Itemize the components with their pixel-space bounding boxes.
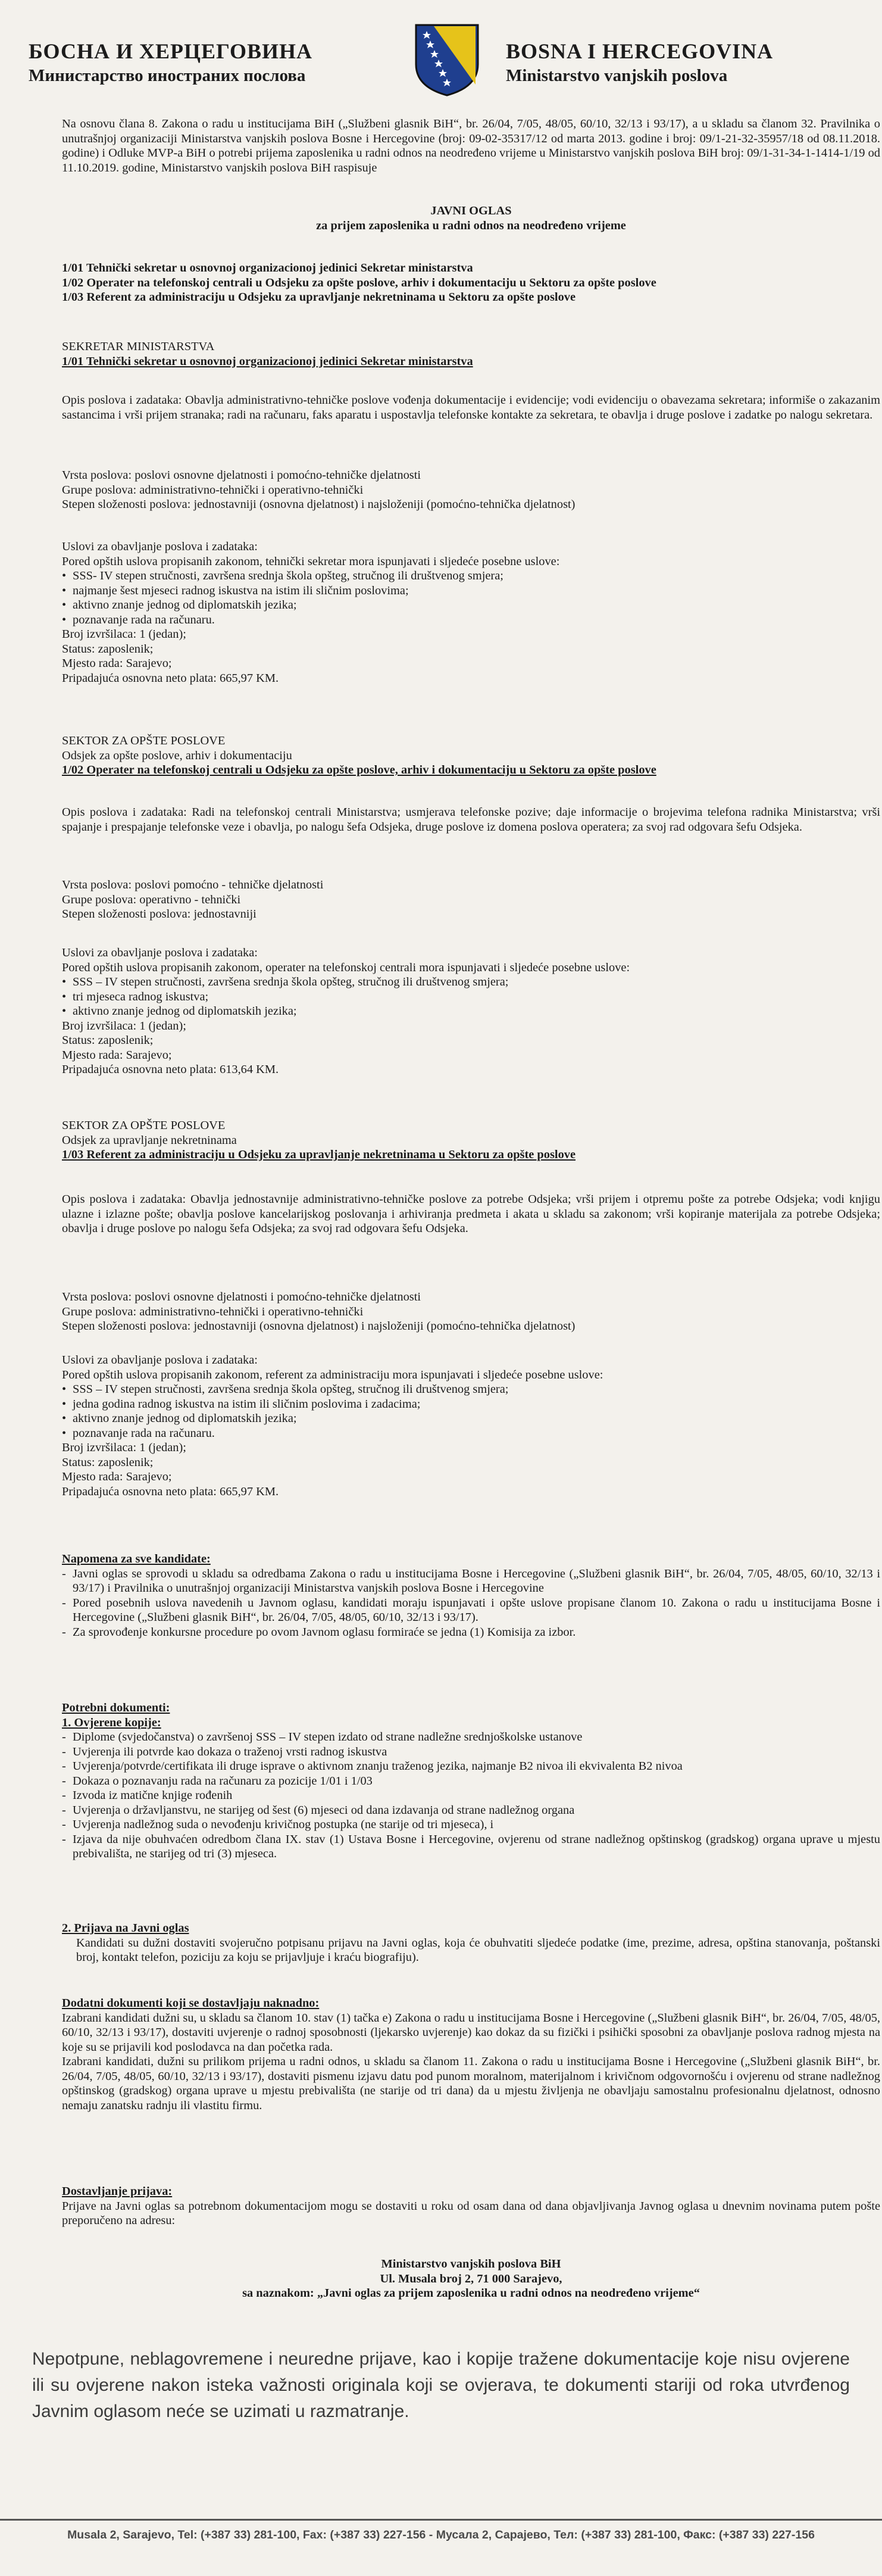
section-3-heading-block: [62, 1118, 880, 1162]
document-item: - Uvjerenja o državljanstvu, ne starijeg od šest (6) mjeseci od dana izdavanja od strane nadležnog organa: [62, 1803, 880, 1818]
additional-docs-block: [62, 1996, 880, 2113]
country-name-cyrillic: БОСНА И ХЕРЦЕГОВИНА: [29, 39, 313, 63]
position-item: 1/03 Referent za administraciju u Odsjeku za upravljanje nekretninama u Sektoru za opšte poslove: [62, 291, 576, 304]
delivery-title: Dostavljanje prijava:: [62, 2185, 173, 2198]
conditions-list: [62, 1382, 880, 1440]
net-salary: Pripadajuća osnovna neto plata: 613,64 KM.: [62, 1063, 279, 1076]
position-item: 1/02 Operater na telefonskoj centrali u Odsjeku za opšte poslove, arhiv i dokumentaciju u Sektoru za opšte poslove: [62, 276, 656, 289]
conditions-intro: Pored opštih uslova propisanih zakonom, referent za administraciju mora ispunjavati i sljedeće posebne uslove:: [62, 1368, 603, 1381]
job-type: Vrsta poslova: poslovi osnovne djelatnosti i pomoćno-tehničke djelatnosti: [62, 1290, 421, 1303]
section-2-heading-block: [62, 734, 880, 778]
additional-docs-p2: Izabrani kandidati, dužni su prilikom prijema u radni odnos, u skladu sa članom 11. Zakona o radu u institucijama Bosne i Hercegovine („Službeni glasnik BiH“, br. 26/04, 7/05, 48/05, 60/10, 32/13 i 93/17), dostaviti pismenu izjavu datu pod punom moralnom, materijalnom i krivičnom odgovornošću i ovjerenu od strane nadležnog opštinskog (gradskog) organa uprave u mjestu prebivališta (ne starije od tri dana) da u mjestu življenja ne obavljaju samostalnu profesionalnu djelatnost, odnosno nemaju zanatsku radnju ili vlastitu firmu.: [62, 2055, 880, 2112]
conditions-title: Uslovi za obavljanje poslova i zadataka:: [62, 1354, 258, 1367]
letterhead-right: [506, 38, 863, 87]
position-subheading: 1/02 Operater na telefonskoj centrali u Odsjeku za opšte poslove, arhiv i dokumentaciju u Sektoru za opšte poslove: [62, 763, 656, 776]
executors-count: Broj izvršilaca: 1 (jedan);: [62, 1441, 186, 1454]
executors-count: Broj izvršilaca: 1 (jedan);: [62, 1019, 186, 1033]
document-item: - Uvjerenja nadležnog suda o nevođenju krivičnog postupka (ne starije od tri mjeseca), i: [62, 1817, 880, 1832]
employment-status: Status: zaposlenik;: [62, 642, 154, 656]
footer-contact: Musala 2, Sarajevo, Tel: (+387 33) 281-100, Fax: (+387 33) 227-156 - Мусала 2, Сарајево, Тел: (+387 33) 281-100, Факс: (+387 33) 227-156: [67, 2528, 815, 2541]
section-1-heading-block: [62, 339, 880, 369]
conditions-title: Uslovi za obavljanje poslova i zadataka:: [62, 540, 258, 553]
duties-paragraph: Opis poslova i zadataka: Radi na telefonskoj centrali Ministarstva; usmjerava telefonske pozive; daje informacije o brojevima telefona radnika Ministarstva; vrši spajanje i prespajanje telefonske veze i obavlja, po nalogu šefa Odsjeka, druge poslove iz domena poslova operatera; za svoj rad odgovara šefu Odsjeka.: [62, 806, 880, 834]
work-location: Mjesto rada: Sarajevo;: [62, 1048, 172, 1062]
address-street: Ul. Musala broj 2, 71 000 Sarajevo,: [380, 2272, 562, 2285]
application-title: 2. Prijava na Javni oglas: [62, 1922, 189, 1935]
section-heading: SEKRETAR MINISTARSTVA: [62, 340, 215, 353]
delivery-address: [62, 2257, 880, 2301]
section-1-classification: [62, 468, 880, 512]
conditions-list: [62, 569, 880, 627]
section-2-classification: [62, 878, 880, 922]
job-group: Grupe poslova: administrativno-tehnički i operativno-tehnički: [62, 1305, 364, 1318]
coat-of-arms-icon: [414, 23, 480, 98]
section-3-conditions: [62, 1353, 880, 1499]
job-complexity: Stepen složenosti poslova: jednostavniji (osnovna djelatnost) i najsloženiji (pomoćno-tehnička djelatnost): [62, 1320, 576, 1333]
department-name: Odsjek za opšte poslove, arhiv i dokumentaciju: [62, 749, 292, 762]
section-1-conditions: [62, 539, 880, 685]
certified-copies-title: 1. Ovjerene kopije:: [62, 1716, 161, 1729]
position-subheading: 1/01 Tehnički sekretar u osnovnoj organizacionoj jedinici Sekretar ministarstva: [62, 354, 473, 368]
notes-list: [62, 1567, 880, 1640]
additional-docs-p1: Izabrani kandidati dužni su, u skladu sa članom 10. stav (1) tačka e) Zakona o radu u institucijama Bosne i Hercegovine („Službeni glasnik BiH“, br. 26/04, 7/05, 48/05, 60/10, 32/13 i 93/17), dostaviti uvjerenje o radnoj sposobnosti (ljekarsko uvjerenje) kao dokaz da su fizički i psihički sposobni za obavljanje poslova radnog mjesta na koje su se prijavili kod poslodavca na dan početka rada.: [62, 2011, 880, 2054]
note-item: - Za sprovođenje konkursne procedure po ovom Javnom oglasu formiraće se jedna (1) Komisija za izbor.: [62, 1625, 880, 1640]
section-1-duties: [62, 393, 880, 422]
country-name-latin: BOSNA I HERCEGOVINA: [506, 39, 774, 63]
department-name: Odsjek za upravljanje nekretninama: [62, 1133, 237, 1147]
job-type: Vrsta poslova: poslovi osnovne djelatnosti i pomoćno-tehničke djelatnosti: [62, 469, 421, 482]
job-complexity: Stepen složenosti poslova: jednostavniji: [62, 907, 257, 921]
section-3-classification: [62, 1290, 880, 1334]
position-subheading: 1/03 Referent za administraciju u Odsjeku za upravljanje nekretninama u Sektoru za opšte poslove: [62, 1148, 576, 1161]
condition-item: • najmanje šest mjeseci radnog iskustva na istim ili sličnim poslovima;: [62, 584, 880, 598]
intro-block: [62, 117, 880, 175]
net-salary: Pripadajuća osnovna neto plata: 665,97 KM.: [62, 671, 279, 685]
document-item: - Dokaza o poznavanju rada na računaru za pozicije 1/01 i 1/03: [62, 1774, 880, 1789]
incomplete-applications-notice: Nepotpune, neblagovremene i neuredne prijave, kao i kopije tražene dokumentacije koje nisu ovjerene ili su ovjerene nakon isteka važnosti originala koji se ovjerava, te dokumenti stariji od roka utvrđenog Javnim oglasom neće se uzimati u razmatranje.: [32, 2349, 850, 2421]
duties-paragraph: Opis poslova i zadataka: Obavlja jednostavnije administrativno-tehničke poslove za potrebe Odsjeka; vrši prijem i otpremu pošte za potrebe Odsjeka; vodi knjigu ulazne i izlazne pošte; obavlja poslove kancelarijskog poslovanja i arhiviranja predmeta i akata u skladu sa zakonom; vrši kopiranje materijala za potrebe Odsjeka; obavlja i druge poslove po nalogu šefa Odsjeka; za svoj rad odgovara šefu Odsjeka.: [62, 1193, 880, 1235]
announcement-subtitle: za prijem zaposlenika u radni odnos na neodređeno vrijeme: [316, 219, 626, 232]
job-type: Vrsta poslova: poslovi pomoćno - tehničke djelatnosti: [62, 878, 324, 891]
application-text: Kandidati su dužni dostaviti svojeručno potpisanu prijavu na Javni oglas, koja će obuhvatiti sljedeće podatke (ime, prezime, adresa, opština stanovanja, poštanski broj, kontakt telefon, poziciju za koju se prijavljuje i kraću biografiju).: [76, 1936, 880, 1964]
document-item: - Izjava da nije obuhvaćen odredbom člana IX. stav (1) Ustava Bosne i Hercegovine, ovjerenu od strane nadležnog opštinskog (gradskog) organa uprave u mjestu prebivališta, ne starijeg od tri (3) mjeseca.: [62, 1832, 880, 1861]
notes-title: Napomena za sve kandidate:: [62, 1552, 211, 1565]
work-location: Mjesto rada: Sarajevo;: [62, 1470, 172, 1483]
conditions-intro: Pored opštih uslova propisanih zakonom, operater na telefonskoj centrali mora ispunjavati i sljedeće posebne uslove:: [62, 960, 630, 974]
note-item: - Pored posebnih uslova navedenih u Javnom oglasu, kandidati moraju ispunjavati i opšte uslove propisane članom 10. Zakona o radu u institucijama Bosne i Hercegovine („Službeni glasnik BiH“, br. 26/04, 7/05, 48/05, 60/10, 32/13 i 93/17).: [62, 1596, 880, 1625]
condition-item: • aktivno znanje jednog od diplomatskih jezika;: [62, 598, 880, 613]
document-item: - Izvoda iz matične knjige rođenih: [62, 1788, 880, 1803]
delivery-block: [62, 2184, 880, 2228]
section-heading: SEKTOR ZA OPŠTE POSLOVE: [62, 734, 226, 747]
letterhead: [0, 23, 882, 112]
section-2-duties: [62, 805, 880, 834]
announcement-title-block: [62, 204, 880, 233]
section-3-duties: [62, 1192, 880, 1236]
conditions-title: Uslovi za obavljanje poslova i zadataka:: [62, 946, 258, 959]
positions-list: [62, 261, 880, 305]
letterhead-left: [29, 38, 386, 87]
executors-count: Broj izvršilaca: 1 (jedan);: [62, 628, 186, 641]
section-2-conditions: [62, 946, 880, 1077]
note-item: - Javni oglas se sprovodi u skladu sa odredbama Zakona o radu u institucijama Bosne i Hercegovine („Službeni glasnik BiH“, br. 26/04, 7/05, 48/05, 60/10, 32/13 i 93/17) i Pravilnika o unutrašnjoj organizaciji Ministarstva vanjskih poslova Bosne i Hercegovine: [62, 1567, 880, 1596]
employment-status: Status: zaposlenik;: [62, 1455, 154, 1469]
condition-item: • SSS- IV stepen stručnosti, završena srednja škola opšteg, stručnog ili društvenog smjera;: [62, 569, 880, 584]
documents-title: Potrebni dokumenti:: [62, 1701, 170, 1714]
document-item: - Diplome (svjedočanstva) o završenoj SSS – IV stepen izdato od strane nadležne srednjoškolske ustanove: [62, 1730, 880, 1745]
condition-item: • tri mjeseca radnog iskustva;: [62, 990, 880, 1005]
condition-item: • SSS – IV stepen stručnosti, završena srednja škola opšteg, stručnog ili društvenog smjera;: [62, 1382, 880, 1397]
document-item: - Uvjerenja/potvrde/certifikata ili druge isprave o aktivnom znanju traženog jezika, najmanje B2 nivoa ili ekvivalenta B2 nivoa: [62, 1759, 880, 1774]
notes-block: [62, 1552, 880, 1639]
employment-status: Status: zaposlenik;: [62, 1034, 154, 1047]
net-salary: Pripadajuća osnovna neto plata: 665,97 KM.: [62, 1485, 279, 1498]
delivery-text: Prijave na Javni oglas sa potrebnom dokumentacijom mogu se dostaviti u roku od osam dana od dana objavljivanja Javnog oglasa u dnevnim novinama putem pošte preporučeno na adresu:: [62, 2199, 880, 2227]
job-group: Grupe poslova: administrativno-tehnički i operativno-tehnički: [62, 483, 364, 497]
condition-item: • poznavanje rada na računaru.: [62, 613, 880, 628]
conditions-list: [62, 975, 880, 1019]
work-location: Mjesto rada: Sarajevo;: [62, 657, 172, 670]
duties-paragraph: Opis poslova i zadataka: Obavlja administrativno-tehničke poslove vođenja dokumentacije i evidencije; vodi evidenciju o obavezama sekretara; informiše o zakazanim sastancima i vrši prijem stranaka; radi na računaru, faks aparatu i uspostavlja telefonske kontakte za sekretara, te obavlja i druge poslove i zadatke po nalogu sekretara.: [62, 394, 880, 422]
ministry-name-cyrillic: Министарство иностраних послова: [29, 66, 306, 85]
condition-item: • aktivno znanje jednog od diplomatskih jezika;: [62, 1004, 880, 1019]
document-item: - Uvjerenja ili potvrde kao dokaza o traženoj vrsti radnog iskustva: [62, 1745, 880, 1760]
condition-item: • aktivno znanje jednog od diplomatskih jezika;: [62, 1411, 880, 1426]
conditions-intro: Pored opštih uslova propisanih zakonom, tehnički sekretar mora ispunjavati i sljedeće posebne uslove:: [62, 554, 560, 568]
job-complexity: Stepen složenosti poslova: jednostavniji (osnovna djelatnost) i najsloženiji (pomoćno-tehnička djelatnost): [62, 498, 576, 511]
condition-item: • poznavanje rada na računaru.: [62, 1426, 880, 1441]
ministry-name-latin: Ministarstvo vanjskih poslova: [506, 66, 728, 85]
condition-item: • jedna godina radnog iskustva na istim ili sličnim poslovima i zadacima;: [62, 1397, 880, 1412]
application-block: [62, 1921, 880, 1965]
address-recipient: Ministarstvo vanjskih poslova BiH: [381, 2257, 561, 2271]
additional-docs-title: Dodatni dokumenti koji se dostavljaju naknadno:: [62, 1997, 320, 2010]
condition-item: • SSS – IV stepen stručnosti, završena srednja škola opšteg, stručnog ili društvenog smjera;: [62, 975, 880, 990]
address-note: sa naznakom: „Javni oglas za prijem zaposlenika u radni odnos na neodređeno vrijeme“: [242, 2287, 700, 2300]
intro-paragraph: Na osnovu člana 8. Zakona o radu u institucijama BiH („Službeni glasnik BiH“, br. 26/04, 7/05, 48/05, 60/10, 32/13 i 93/17), a u skladu sa članom 32. Pravilnika o unutrašnjoj organizaciji Ministarstva vanjskih poslova Bosne i Hercegovine (broj: 09-02-35317/12 od marta 2013. godine i broj: 09/1-21-32-35957/18 od 08.11.2018. godine) i Odluke MVP-a BiH o potrebi prijema zaposlenika u radni odnos na neodređeno vrijeme u Ministarstvo vanjskih poslova BiH broj: 09/1-31-34-1-1414-1/19 od 11.10.2019. godine, Ministarstvo vanjskih poslova BiH raspisuje: [62, 117, 880, 174]
job-group: Grupe poslova: operativno - tehnički: [62, 893, 241, 906]
documents-block: [62, 1701, 880, 1861]
announcement-title: JAVNI OGLAS: [430, 204, 512, 217]
documents-list: [62, 1730, 880, 1861]
position-item: 1/01 Tehnički sekretar u osnovnoj organizacionoj jedinici Sekretar ministarstva: [62, 261, 473, 275]
footer-divider: [0, 2519, 882, 2521]
section-heading: SEKTOR ZA OPŠTE POSLOVE: [62, 1119, 226, 1132]
